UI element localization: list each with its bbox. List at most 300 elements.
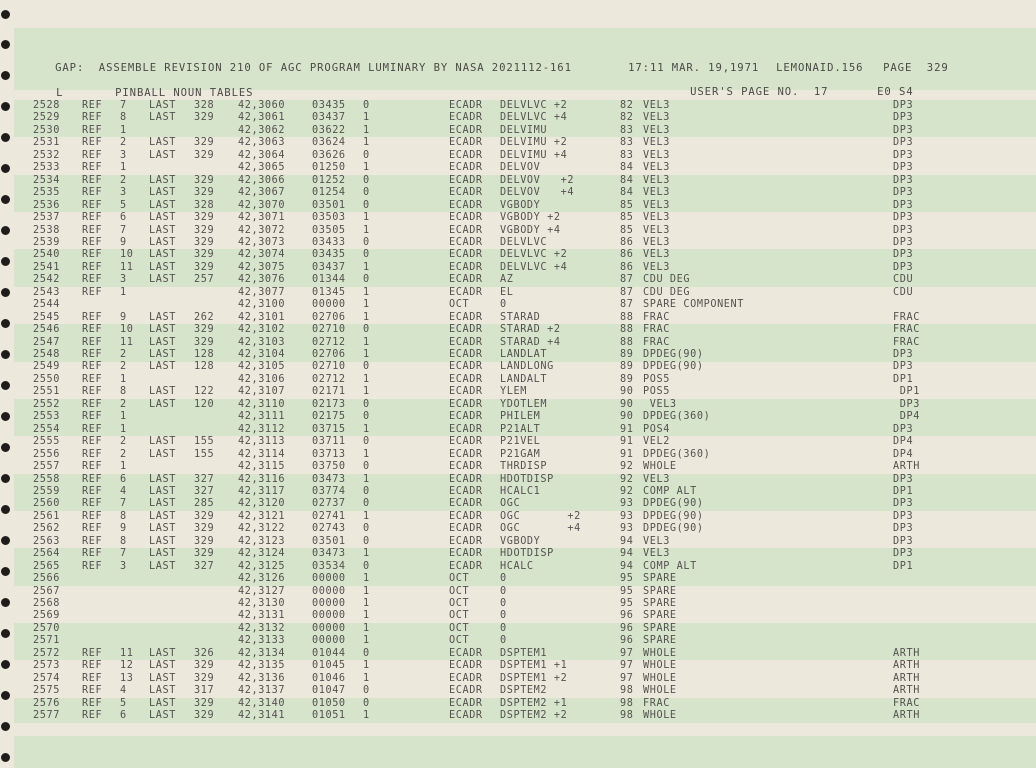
cell-parity: 0 [363, 199, 370, 211]
cell-last-page: 326 [194, 647, 215, 659]
cell-scale-type: CDU [893, 286, 914, 298]
cell-ref-count: 12 [120, 660, 134, 672]
cell-operand: STARAD +4 [500, 336, 561, 348]
cell-octal-word: 02706 [312, 349, 346, 360]
cell-address: 42,3102 [238, 324, 286, 336]
cell-parity: 1 [363, 473, 370, 485]
cell-line-number: 2557 [33, 461, 60, 473]
cell-last-label: LAST [149, 174, 176, 186]
cell-opcode: ECADR [449, 212, 483, 224]
cell-noun-number: 86 [620, 249, 634, 261]
feed-hole [1, 722, 10, 731]
cell-noun-number: 86 [620, 236, 634, 248]
cell-opcode: ECADR [449, 436, 483, 448]
cell-last-page: 329 [194, 112, 215, 124]
cell-parity: 1 [363, 137, 370, 149]
cell-noun-number: 96 [620, 610, 634, 622]
cell-ref-label: REF [82, 660, 103, 672]
cell-line-number: 2538 [33, 224, 60, 236]
cell-ref-label: REF [82, 349, 103, 360]
listing-row [14, 349, 1036, 362]
cell-last-page: 122 [194, 386, 215, 398]
cell-address: 42,3122 [238, 523, 286, 535]
cell-last-label: LAST [149, 436, 176, 448]
cell-noun-type: DPDEG(360) [643, 411, 711, 423]
cell-ref-label: REF [82, 560, 103, 572]
cell-opcode: ECADR [449, 535, 483, 547]
cell-octal-word: 03437 [312, 261, 346, 273]
cell-octal-word: 03713 [312, 448, 346, 460]
cell-ref-label: REF [82, 124, 103, 136]
cell-scale-type: ARTH [893, 672, 920, 684]
cell-ref-count: 8 [120, 112, 127, 124]
cell-scale-type: DP3 [893, 149, 914, 161]
cell-address: 42,3116 [238, 473, 286, 485]
cell-last-page: 128 [194, 349, 215, 360]
listing-row [14, 162, 1036, 175]
cell-ref-count: 1 [120, 423, 127, 435]
cell-ref-label: REF [82, 498, 103, 510]
cell-scale-type: FRAC [893, 697, 920, 709]
cell-octal-word: 02173 [312, 398, 346, 410]
cell-scale-type: DP3 [893, 261, 914, 273]
cell-operand: LANDLONG [500, 361, 554, 373]
cell-last-label: LAST [149, 236, 176, 248]
cell-octal-word: 03715 [312, 423, 346, 435]
cell-parity: 0 [363, 174, 370, 186]
cell-ref-label: REF [82, 423, 103, 435]
cell-noun-type: VEL3 [643, 224, 670, 236]
cell-opcode: OCT [449, 598, 470, 609]
cell-line-number: 2542 [33, 274, 60, 286]
cell-parity: 0 [363, 411, 370, 423]
cell-last-page: 329 [194, 510, 215, 522]
cell-last-label: LAST [149, 137, 176, 149]
cell-parity: 0 [363, 436, 370, 448]
cell-noun-number: 95 [620, 585, 634, 597]
cell-last-page: 285 [194, 498, 215, 510]
cell-address: 42,3101 [238, 311, 286, 323]
feed-hole [1, 319, 10, 328]
cell-address: 42,3067 [238, 187, 286, 199]
cell-noun-type: DPDEG(90) [643, 349, 704, 360]
cell-noun-type: FRAC [643, 336, 670, 348]
cell-opcode: ECADR [449, 685, 483, 697]
listing-row [14, 237, 1036, 250]
subheader-flag-text: L [56, 87, 64, 99]
cell-address: 42,3134 [238, 647, 286, 659]
cell-scale-type: FRAC [893, 324, 920, 336]
cell-operand: OGC +4 [500, 523, 581, 535]
listing-row [14, 249, 1036, 262]
cell-scale-type: DP1 [893, 485, 914, 497]
cell-last-page: 329 [194, 174, 215, 186]
feed-hole [1, 226, 10, 235]
cell-ref-label: REF [82, 398, 103, 410]
feed-hole [1, 288, 10, 297]
cell-scale-type: CDU [893, 274, 914, 286]
cell-noun-number: 91 [620, 436, 634, 448]
cell-line-number: 2529 [33, 112, 60, 124]
cell-operand: LANDALT [500, 373, 548, 385]
cell-address: 42,3133 [238, 635, 286, 647]
cell-address: 42,3073 [238, 236, 286, 248]
cell-noun-number: 95 [620, 573, 634, 585]
cell-line-number: 2548 [33, 349, 60, 360]
feed-hole [1, 629, 10, 638]
cell-octal-word: 00000 [312, 585, 346, 597]
cell-address: 42,3140 [238, 697, 286, 709]
cell-parity: 1 [363, 311, 370, 323]
cell-line-number: 2550 [33, 373, 60, 385]
cell-opcode: OCT [449, 573, 470, 585]
cell-noun-type: WHOLE [643, 647, 677, 659]
cell-noun-type: VEL3 [643, 261, 670, 273]
cell-opcode: ECADR [449, 286, 483, 298]
cell-last-label: LAST [149, 510, 176, 522]
cell-opcode: ECADR [449, 710, 483, 722]
cell-noun-type: SPARE [643, 635, 677, 647]
cell-scale-type: ARTH [893, 647, 920, 659]
listing-row [14, 523, 1036, 536]
cell-last-page: 317 [194, 685, 215, 697]
cell-scale-type: FRAC [893, 311, 920, 323]
cell-scale-type: DP3 [893, 174, 914, 186]
cell-operand: STARAD +2 [500, 324, 561, 336]
cell-line-number: 2541 [33, 261, 60, 273]
cell-opcode: ECADR [449, 187, 483, 199]
cell-parity: 0 [363, 535, 370, 547]
cell-parity: 0 [363, 685, 370, 697]
cell-operand: DELVIMU +4 [500, 149, 568, 161]
cell-ref-count: 7 [120, 100, 127, 111]
cell-last-label: LAST [149, 224, 176, 236]
cell-parity: 0 [363, 647, 370, 659]
listing-row [14, 648, 1036, 661]
cell-ref-label: REF [82, 137, 103, 149]
cell-line-number: 2577 [33, 710, 60, 722]
cell-octal-word: 01344 [312, 274, 346, 286]
cell-address: 42,3075 [238, 261, 286, 273]
cell-operand: DELVLVC +4 [500, 261, 568, 273]
cell-operand: HDOTDISP [500, 473, 554, 485]
cell-ref-count: 11 [120, 647, 134, 659]
cell-opcode: ECADR [449, 485, 483, 497]
listing-row [14, 561, 1036, 574]
feed-hole [1, 195, 10, 204]
cell-last-page: 155 [194, 448, 215, 460]
cell-octal-word: 02710 [312, 361, 346, 373]
cell-noun-type: VEL2 [643, 436, 670, 448]
cell-ref-count: 10 [120, 249, 134, 261]
cell-scale-type: DP3 [893, 498, 914, 510]
cell-opcode: ECADR [449, 523, 483, 535]
paper-band [14, 736, 1036, 768]
cell-octal-word: 02710 [312, 324, 346, 336]
cell-last-page: 329 [194, 672, 215, 684]
feed-hole [1, 71, 10, 80]
cell-noun-type: DPDEG(90) [643, 523, 704, 535]
cell-ref-count: 1 [120, 373, 127, 385]
cell-octal-word: 01250 [312, 162, 346, 174]
cell-address: 42,3064 [238, 149, 286, 161]
cell-octal-word: 03750 [312, 461, 346, 473]
cell-parity: 1 [363, 622, 370, 634]
cell-last-label: LAST [149, 672, 176, 684]
cell-last-label: LAST [149, 473, 176, 485]
cell-noun-number: 85 [620, 212, 634, 224]
cell-operand: YDOTLEM [500, 398, 548, 410]
cell-octal-word: 02737 [312, 498, 346, 510]
subheader-title-text: PINBALL NOUN TABLES [115, 87, 254, 99]
cell-address: 42,3120 [238, 498, 286, 510]
cell-parity: 1 [363, 548, 370, 560]
cell-operand: HCALC [500, 560, 534, 572]
cell-parity: 1 [363, 162, 370, 174]
cell-noun-number: 83 [620, 149, 634, 161]
listing-row [14, 324, 1036, 337]
cell-line-number: 2568 [33, 598, 60, 609]
cell-address: 42,3110 [238, 398, 286, 410]
cell-ref-label: REF [82, 461, 103, 473]
cell-ref-count: 1 [120, 411, 127, 423]
cell-parity: 0 [363, 274, 370, 286]
cell-operand: DELVLVC +4 [500, 112, 568, 124]
cell-line-number: 2534 [33, 174, 60, 186]
cell-last-page: 328 [194, 100, 215, 111]
cell-noun-number: 85 [620, 224, 634, 236]
listing-row [14, 100, 1036, 113]
cell-noun-number: 89 [620, 349, 634, 360]
cell-address: 42,3112 [238, 423, 286, 435]
cell-operand: DSPTEM2 +2 [500, 710, 568, 722]
cell-scale-type: DP3 [893, 548, 914, 560]
cell-line-number: 2565 [33, 560, 60, 572]
cell-parity: 1 [363, 299, 370, 311]
cell-operand: 0 [500, 585, 507, 597]
cell-address: 42,3100 [238, 299, 286, 311]
cell-address: 42,3123 [238, 535, 286, 547]
cell-ref-count: 3 [120, 274, 127, 286]
listing-row [14, 474, 1036, 487]
cell-address: 42,3106 [238, 373, 286, 385]
cell-parity: 0 [363, 461, 370, 473]
cell-noun-type: FRAC [643, 324, 670, 336]
cell-ref-count: 7 [120, 498, 127, 510]
cell-noun-number: 98 [620, 710, 634, 722]
cell-parity: 1 [363, 585, 370, 597]
feed-hole [1, 567, 10, 576]
cell-ref-count: 2 [120, 361, 127, 373]
cell-address: 42,3113 [238, 436, 286, 448]
listing-row [14, 137, 1036, 150]
cell-noun-type: VEL3 [643, 149, 670, 161]
cell-noun-type: WHOLE [643, 660, 677, 672]
cell-operand: 0 [500, 299, 507, 311]
cell-octal-word: 01045 [312, 660, 346, 672]
cell-ref-count: 11 [120, 261, 134, 273]
listing-row [14, 187, 1036, 200]
cell-noun-type: VEL3 [643, 212, 670, 224]
cell-ref-label: REF [82, 523, 103, 535]
cell-noun-number: 90 [620, 386, 634, 398]
cell-last-label: LAST [149, 697, 176, 709]
cell-noun-type: FRAC [643, 311, 670, 323]
cell-noun-type: VEL3 [643, 199, 670, 211]
cell-operand: THRDISP [500, 461, 548, 473]
cell-opcode: ECADR [449, 373, 483, 385]
cell-noun-number: 94 [620, 535, 634, 547]
cell-parity: 1 [363, 573, 370, 585]
cell-last-label: LAST [149, 660, 176, 672]
cell-parity: 1 [363, 710, 370, 722]
cell-octal-word: 02743 [312, 523, 346, 535]
cell-operand: 0 [500, 573, 507, 585]
cell-octal-word: 03473 [312, 548, 346, 560]
cell-address: 42,3130 [238, 598, 286, 609]
listing-row [14, 361, 1036, 374]
cell-octal-word: 03624 [312, 137, 346, 149]
cell-operand: P21ALT [500, 423, 541, 435]
cell-scale-type: DP1 [893, 373, 914, 385]
cell-scale-type: DP3 [893, 236, 914, 248]
cell-parity: 1 [363, 124, 370, 136]
cell-ref-label: REF [82, 224, 103, 236]
cell-opcode: ECADR [449, 672, 483, 684]
cell-last-label: LAST [149, 349, 176, 360]
cell-scale-type: DP3 [893, 212, 914, 224]
cell-ref-label: REF [82, 174, 103, 186]
cell-ref-label: REF [82, 162, 103, 174]
cell-operand: DSPTEM2 +1 [500, 697, 568, 709]
cell-address: 42,3111 [238, 411, 286, 423]
cell-operand: EL [500, 286, 514, 298]
cell-octal-word: 01046 [312, 672, 346, 684]
cell-line-number: 2551 [33, 386, 60, 398]
cell-opcode: ECADR [449, 349, 483, 360]
feed-hole [1, 102, 10, 111]
cell-operand: DSPTEM1 +2 [500, 672, 568, 684]
cell-opcode: OCT [449, 610, 470, 622]
cell-last-page: 329 [194, 336, 215, 348]
cell-ref-count: 9 [120, 236, 127, 248]
cell-address: 42,3137 [238, 685, 286, 697]
cell-scale-type: FRAC [893, 336, 920, 348]
cell-line-number: 2553 [33, 411, 60, 423]
cell-ref-label: REF [82, 710, 103, 722]
cell-line-number: 2544 [33, 299, 60, 311]
cell-ref-count: 7 [120, 548, 127, 560]
cell-address: 42,3121 [238, 510, 286, 522]
feed-hole [1, 443, 10, 452]
cell-scale-type: DP3 [893, 187, 914, 199]
cell-noun-number: 82 [620, 112, 634, 124]
cell-operand: 0 [500, 610, 507, 622]
cell-noun-number: 88 [620, 336, 634, 348]
listing-row [14, 337, 1036, 350]
listing-row [14, 200, 1036, 213]
cell-ref-label: REF [82, 361, 103, 373]
listing-row [14, 710, 1036, 723]
listing-row [14, 660, 1036, 673]
cell-noun-type: VEL3 [643, 398, 677, 410]
cell-octal-word: 03505 [312, 224, 346, 236]
cell-noun-type: VEL3 [643, 162, 670, 174]
cell-parity: 1 [363, 635, 370, 647]
cell-line-number: 2540 [33, 249, 60, 261]
cell-line-number: 2567 [33, 585, 60, 597]
cell-opcode: ECADR [449, 174, 483, 186]
cell-ref-count: 6 [120, 473, 127, 485]
listing-row [14, 386, 1036, 399]
cell-last-label: LAST [149, 311, 176, 323]
cell-address: 42,3115 [238, 461, 286, 473]
cell-opcode: ECADR [449, 149, 483, 161]
cell-opcode: ECADR [449, 548, 483, 560]
cell-address: 42,3125 [238, 560, 286, 572]
cell-octal-word: 01044 [312, 647, 346, 659]
listing-row [14, 586, 1036, 599]
cell-noun-number: 82 [620, 100, 634, 111]
cell-last-label: LAST [149, 560, 176, 572]
cell-ref-count: 1 [120, 286, 127, 298]
cell-operand: PHILEM [500, 411, 541, 423]
feed-hole [1, 598, 10, 607]
cell-ref-label: REF [82, 697, 103, 709]
cell-ref-count: 6 [120, 212, 127, 224]
cell-operand: DELVLVC +2 [500, 100, 568, 111]
cell-ref-label: REF [82, 249, 103, 261]
cell-scale-type: DP3 [893, 124, 914, 136]
cell-octal-word: 03501 [312, 199, 346, 211]
cell-noun-type: SPARE [643, 598, 677, 609]
feed-hole [1, 505, 10, 514]
cell-last-label: LAST [149, 249, 176, 261]
cell-ref-count: 3 [120, 187, 127, 199]
cell-last-page: 329 [194, 149, 215, 161]
cell-operand: DELVIMU [500, 124, 548, 136]
cell-parity: 1 [363, 112, 370, 124]
cell-last-label: LAST [149, 149, 176, 161]
cell-parity: 0 [363, 398, 370, 410]
cell-noun-type: WHOLE [643, 461, 677, 473]
cell-last-page: 329 [194, 187, 215, 199]
cell-octal-word: 02175 [312, 411, 346, 423]
cell-line-number: 2549 [33, 361, 60, 373]
cell-parity: 0 [363, 485, 370, 497]
cell-line-number: 2556 [33, 448, 60, 460]
listing-row [14, 573, 1036, 586]
cell-last-page: 327 [194, 560, 215, 572]
cell-opcode: ECADR [449, 112, 483, 124]
cell-last-label: LAST [149, 398, 176, 410]
cell-noun-type: VEL3 [643, 473, 670, 485]
cell-ref-label: REF [82, 199, 103, 211]
cell-noun-number: 93 [620, 498, 634, 510]
cell-operand: AZ [500, 274, 514, 286]
cell-ref-count: 1 [120, 124, 127, 136]
cell-scale-type: DP3 [893, 510, 914, 522]
cell-parity: 0 [363, 498, 370, 510]
cell-address: 42,3062 [238, 124, 286, 136]
cell-last-label: LAST [149, 274, 176, 286]
cell-parity: 0 [363, 361, 370, 373]
cell-noun-number: 89 [620, 361, 634, 373]
cell-last-page: 329 [194, 324, 215, 336]
listing-row [14, 411, 1036, 424]
cell-line-number: 2572 [33, 647, 60, 659]
cell-noun-number: 98 [620, 697, 634, 709]
